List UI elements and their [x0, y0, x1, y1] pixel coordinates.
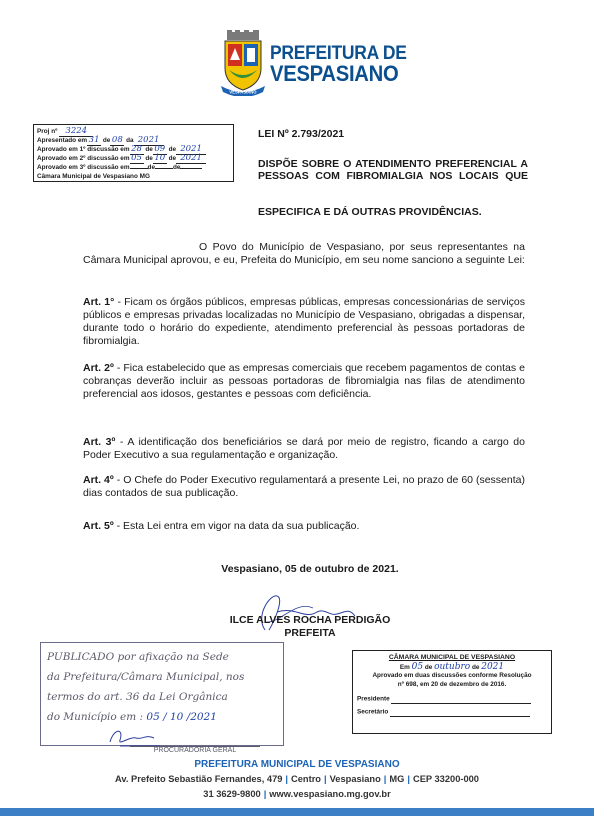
article-4-text: - O Chefe do Poder Executivo regulamentará a presente Lei, no prazo de 60 (sessenta) dias contados de sua publicação.	[83, 474, 525, 499]
first-discussion-label: Aprovado em 1º discussão em	[37, 146, 130, 153]
footer-website-link[interactable]: www.vespasiano.mg.gov.br	[269, 789, 391, 799]
de-label: de	[168, 146, 177, 153]
proj-number: 3224	[59, 127, 93, 137]
protocol-footer: Câmara Municipal de Vespasiano MG	[37, 173, 150, 180]
de-label: de	[168, 155, 177, 162]
de-label: de	[424, 663, 433, 671]
president-label: Presidente	[357, 695, 390, 703]
publication-date: 05 / 10 /2021	[146, 711, 217, 723]
camara-president-line	[357, 695, 547, 704]
presented-year: 2021	[134, 136, 164, 146]
publication-line-1: PUBLICADO por afixação na Sede	[47, 651, 229, 663]
footer-org-name: PREFEITURA MUNICIPAL DE VESPASIANO	[194, 759, 400, 770]
de-label: de	[102, 137, 111, 144]
article-5-label: Art. 5º	[83, 520, 114, 532]
article-1-label: Art. 1°	[83, 296, 115, 308]
footer-address: Av. Prefeito Sebastião Fernandes, 479 | Centro | Vespasiano | MG | CEP 33200-000	[115, 774, 479, 784]
article-2-text: - Fica estabelecido que as empresas comerciais que recebem pagamentos de contas e cobranças deverão incluir as pessoas portadoras de fibromialgia nas filas de atendimento preferencial aos idosos, gestantes e pessoas com deficiência.	[83, 362, 525, 400]
crest-banner-text: VESPASIANO	[229, 89, 257, 95]
presented-day: 31	[88, 135, 100, 145]
proj-label: Proj nº	[37, 128, 58, 135]
camara-month: outubro	[434, 661, 471, 672]
signing-date: Vespasiano, 05 de outubro de 2021.	[221, 563, 399, 575]
footer-contact: 31 3629-9800 | www.vespasiano.mg.gov.br	[203, 789, 391, 799]
article-1	[83, 296, 525, 348]
org-name-line1: PREFEITURA DE	[270, 43, 407, 64]
footer-phone: 31 3629-9800	[203, 789, 261, 799]
law-summary-last-line: ESPECIFICA E DÁ OUTRAS PROVIDÊNCIAS.	[258, 206, 482, 218]
publication-date-label: do Município em :	[47, 711, 144, 723]
publication-stamp	[40, 642, 284, 764]
camara-approval-stamp	[352, 650, 552, 734]
article-5-text: - Esta Lei entra em vigor na data da sua publicação.	[113, 520, 360, 532]
second-day: 05	[131, 153, 142, 163]
signer-role: PREFEITA	[284, 627, 336, 639]
second-discussion-label: Aprovado em 2º discussão em	[37, 155, 130, 162]
de-label: de	[145, 146, 153, 153]
camara-secretary-line	[357, 708, 547, 717]
de-label: de	[173, 164, 181, 171]
footer-accent-bar	[0, 808, 594, 816]
publication-line-2: da Prefeitura/Câmara Municipal, nos	[47, 671, 245, 683]
camara-day: 05	[411, 661, 424, 672]
first-day: 28	[131, 144, 142, 154]
footer-cep: CEP 33200-000	[412, 774, 479, 784]
presented-month: 08	[111, 135, 123, 145]
article-3-text: - A identificação dos beneficiários se dará por meio de registro, ficando a cargo do Poder Executivo a sua regulamentação e organização.	[83, 436, 525, 461]
camara-text-1: Aprovado em duas discussões conforme Resolução	[372, 672, 532, 679]
camara-title: CÂMARA MUNICIPAL DE VESPASIANO	[388, 654, 516, 661]
article-4-label: Art. 4º	[83, 474, 114, 486]
footer-city: Vespasiano	[329, 774, 381, 784]
article-2	[83, 362, 525, 401]
article-4	[83, 474, 525, 500]
article-3-label: Art. 3º	[83, 436, 116, 448]
first-year: 2021	[176, 145, 206, 155]
publication-department: PROCURADORIA GERAL	[130, 746, 260, 754]
second-month: 10	[154, 153, 166, 163]
secretary-label: Secretário	[357, 708, 389, 716]
article-3	[83, 436, 525, 462]
da-label: da	[126, 137, 134, 144]
org-name-line2: VESPASIANO	[270, 61, 399, 86]
em-label: Em	[399, 663, 410, 671]
law-summary: DISPÕE SOBRE O ATENDIMENTO PREFERENCIAL A PESSOAS COM FIBROMIALGIA NOS LOCAIS QUE	[258, 158, 528, 182]
protocol-stamp	[33, 124, 234, 182]
second-year: 2021	[176, 154, 206, 164]
camara-text-2: nº 698, em 20 de dezembro de 2016.	[397, 680, 507, 688]
article-1-text: - Ficam os órgãos públicos, empresas públicas, empresas concessionárias de serviços públicos e empresas privadas localizadas no Município de Vespasiano, obrigadas a dispensar, durante todo o horário do expediente, atendimento preferencial às pessoas portadoras de fibromialgia.	[83, 296, 525, 347]
coat-of-arms-icon	[221, 30, 265, 96]
footer-state: MG	[389, 774, 405, 784]
camara-date-line	[357, 663, 547, 673]
signer-block	[190, 614, 430, 640]
signer-name: ILCE ALVES ROCHA PERDIGÃO	[229, 614, 391, 626]
de-label: de	[147, 164, 156, 171]
enacting-clause: O Povo do Município de Vespasiano, por seus representantes na Câmara Municipal aprovou, e eu, Prefeita do Município, em seu nome sanciono a seguinte Lei:	[83, 241, 525, 266]
third-discussion-label: Aprovado em 3º discussão em	[37, 164, 130, 171]
camara-year: 2021	[481, 661, 505, 672]
law-number: LEI Nº 2.793/2021	[258, 128, 345, 140]
footer-district: Centro	[291, 774, 321, 784]
article-5	[83, 520, 525, 533]
first-month: 09	[154, 144, 166, 154]
footer-street: Av. Prefeito Sebastião Fernandes, 479	[115, 774, 283, 784]
de-label: de	[145, 155, 153, 162]
presented-label: Apresentado em	[37, 137, 88, 144]
de-label: de	[471, 663, 480, 671]
publication-line-3: termos do art. 36 da Lei Orgânica	[47, 691, 228, 703]
article-2-label: Art. 2º	[83, 362, 114, 374]
org-logo-text	[270, 44, 408, 85]
